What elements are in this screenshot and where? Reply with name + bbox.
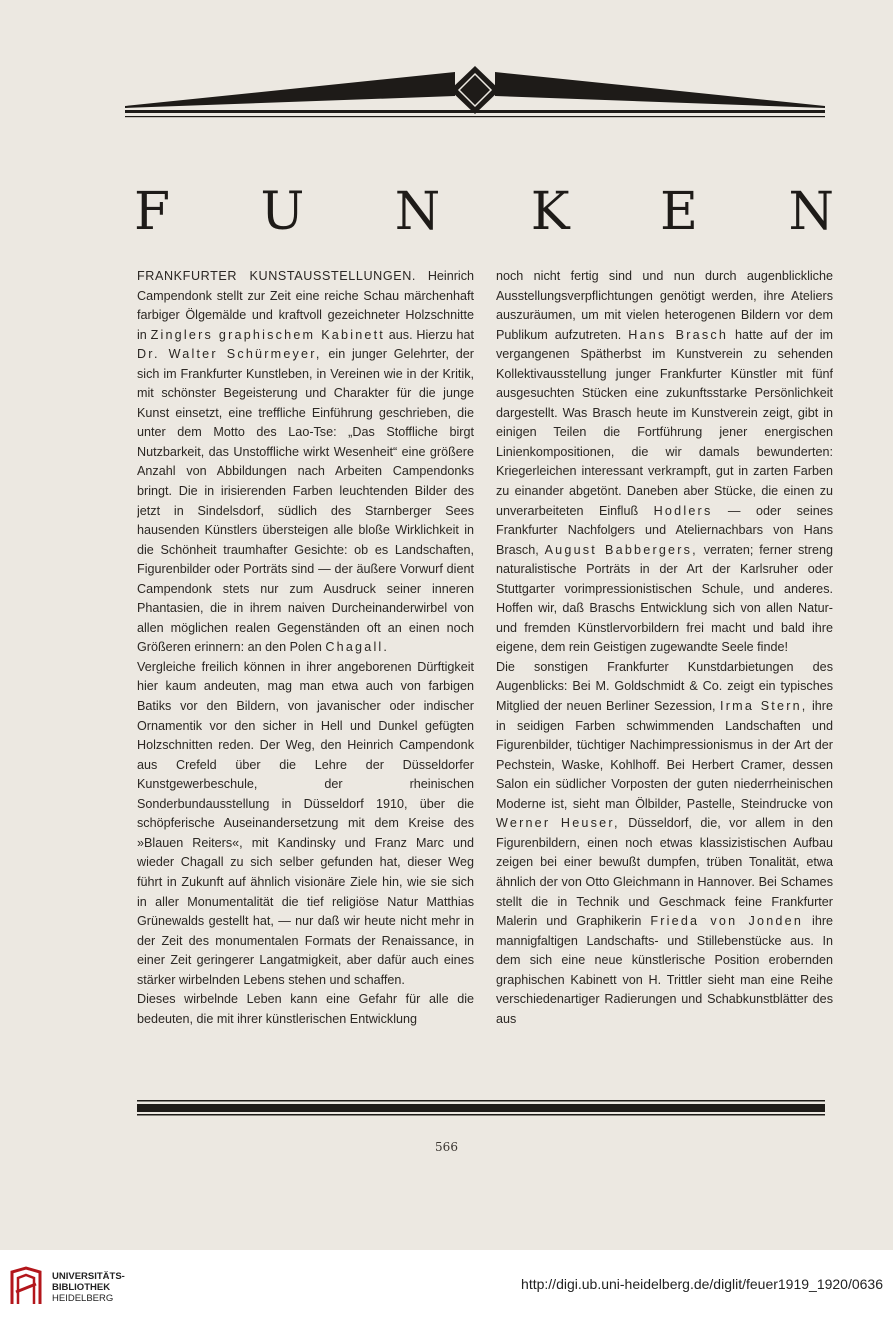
bottom-rule <box>137 1100 825 1116</box>
text-run: noch nicht fertig sind und nun durch augenblickliche Ausstellungsverpflichtungen genötigt werden, ihre Ateliers auszuräumen, um mit vielen heterogenen Bildern vor dem Publikum aufzutreten. <box>496 269 833 342</box>
text-run: Die sonstigen Frankfurter Kunstdarbietungen des Augenblicks: Bei M. Goldschmidt & Co. zeigt ein typisches Mitglied der neuen Berliner Sezession, <box>496 659 833 714</box>
paragraph <box>496 658 833 1029</box>
spaced-name: Dr. Walter Schürmeyer, <box>137 347 322 362</box>
heading-letter: N <box>394 182 441 242</box>
spaced-name: Chagall. <box>325 640 390 655</box>
institution-line: UNIVERSITÄTS- <box>52 1271 125 1282</box>
source-url-link[interactable]: http://digi.ub.uni-heidelberg.de/diglit/feuer1919_1920/0636 <box>521 1276 883 1292</box>
spaced-name: Zinglers graphischem Kabinett <box>150 327 386 342</box>
text-run: verraten; ferner streng naturalistische Porträts in der Art der Karlsruher oder Stuttgarter vorimpressionistischen Schule, und anderes. Hoffen wir, daß Braschs Entwicklung sich von allen Natur- und fremden Künstlervorbildern frei macht und bald ihre eigene, dem rein Geistigen zugewandte Seele finde! <box>496 542 833 655</box>
institution-line: HEIDELBERG <box>52 1293 114 1304</box>
article-run-head: FRANKFURTER KUNSTAUSSTELLUNGEN. <box>137 269 417 283</box>
ornament-rule-thin <box>125 116 825 117</box>
page-number: 566 <box>435 1140 458 1154</box>
text-run: Düsseldorf, die, vor allem in den Figurenbildern, einen noch etwas klassizistischen Aufbau zeigen bei einer bewußt dumpfen, trüben Tonalität, etwa ähnlich der von Otto Gleichmann in Hannover. Bei Schames stellt die in Technik und Geschmack feine Frankfurter Malerin und Graphikerin <box>496 816 833 929</box>
text-run: ihre in seidigen Farben schwimmenden Landschaften und Figurenbilder, tüchtiger Nachimpressionismus in der Art der Pechstein, Waske, Kohlhoff. Bei Herbert Cramer, dessen Salon ein südlicher Vorposten der guten niederrheinischen Moderne ist, sieht man Ölbilder, Pastelle, Steindrucke von <box>496 699 833 811</box>
ornament-right-wedge <box>495 72 825 108</box>
spaced-name: Hans Brasch <box>628 327 729 342</box>
heading-letter: E <box>660 182 698 242</box>
text-run: ein junger Gelehrter, der sich im Frankfurter Kunstleben, in Vereinen wie in der Kritik, mit schönster Begeisterung und Charakter für die junge Kunst einsetzt, eine treffliche Einführung geschrieben, die unter dem Motto des Lao-Tse: „Das Stoffliche birgt Nutzbarkeit, das Unstoffliche wirkt Wesenheit“ eine größere Anzahl von Abbildungen nach Arbeiten Campendonks bringt. Die in irisierenden Farben leuchtenden Bilder des jetzt in Sindelsdorf, südlich des Starnberger Sees hausenden Künstlers übersteigen alle bloße Wirklichkeit in die Schönheit traumhafter Gesichte: ob es Landschaften, Figurenbilder oder Porträts sind — der äußere Vorwurf dient Campendonk stets nur zum Ausdruck seiner inneren Phantasien, die in ihrem naiven Durcheinanderwirbel von allen möglichen realen Gegenständen oft an einen noch Größeren erinnern: an den Polen <box>137 347 474 655</box>
heading-letter: K <box>530 182 570 242</box>
paragraph <box>137 267 474 658</box>
spaced-name: Hodlers <box>653 503 713 518</box>
paragraph: Vergleiche freilich können in ihrer angeborenen Dürftigkeit hier kaum andeuten, mag man etwa auch von farbigen Batiks vor den Bildern, von javanischer oder indischer Ornamentik vor den sicher in Hell und Dunkel gefügten Holzschnitten reden. Der Weg, den Heinrich Campendonk aus Crefeld über die Lehre der Düsseldorfer Kunstgewerbeschule, der rheinischen Sonderbundausstellung in Düsseldorf 1910, über die schöpferische Auseinandersetzung mit dem Kreise des »Blauen Reiters«, mit Kandinsky und Franz Marc und wieder Chagall zu sich selber gefunden hat, dieser Weg führt in Zukunft auf ähnlich visionäre Ziele hin, wie sie sich in aller Monumentalität die tief religiöse Natur Matthias Grünewalds gestellt hat, — nur daß wir heute nicht mehr in der Zeit des monumentalen Formats der Renaissance, in einer Zeit geringerer Langatmigkeit, aber dafür auch eines stärker wirbelnden Lebens stehen und schaffen. <box>137 659 474 987</box>
institution-line: BIBLIOTHEK <box>52 1282 111 1293</box>
spaced-name: Irma Stern, <box>720 699 808 714</box>
institution-name <box>52 1271 125 1304</box>
header-ornament <box>125 64 825 126</box>
spaced-name: Werner Heuser, <box>496 816 620 831</box>
text-run: — oder seines Frankfurter Nachfolgers und Ateliernachbars von Hans Brasch, <box>496 503 833 557</box>
text-run: Heinrich Campendonk stellt zur Zeit eine reiche Schau märchenhaft farbiger Ölgemälde und kraftvoll gezeichneter Holzschnitte in <box>137 269 474 342</box>
heading-letter: N <box>788 182 834 242</box>
text-run: hatte auf der im vergangenen Spätherbst im Kunstverein zu sehenden Kollektivausstellung junger Frankfurter Künstler mit fünf ausgesuchten Stücken eine zukunftsstarke Persönlichkeit dargestellt. Was Brasch heute im Kunstverein zeigt, gibt in einigen Teilen die Fortführung jener energischen Linienkompositionen, die wir damals bewunderten: Kriegerleichen interessant verkrampft, gut in zarten Farben zu einander abgetönt. Daneben aber Stücke, die einen zu unverarbeiteten Einfluß <box>496 327 833 518</box>
heading-letter: F <box>134 182 171 242</box>
paragraph: Dieses wirbelnde Leben kann eine Gefahr für alle die bedeuten, die mit ihrer künstlerischen Entwicklung <box>137 992 474 1026</box>
ornament-rule-thick <box>125 110 825 113</box>
left-column <box>137 267 474 1097</box>
digitization-footer <box>0 1250 893 1322</box>
heading-letter: U <box>260 182 305 242</box>
text-run: aus. Hierzu hat <box>388 327 474 342</box>
paragraph <box>496 267 833 658</box>
ornament-left-wedge <box>125 72 455 108</box>
text-run: ihre mannigfaltigen Landschafts- und Stillebenstücke aus. In dem sich eine neue künstlerische Position erobernden graphischen Kabinett von H. Trittler sieht man eine Reihe verschiedenartiger Radierungen und Schabkunstblätter des aus <box>496 914 833 1026</box>
spaced-name: August Babbergers, <box>544 542 698 557</box>
spaced-name: Frieda von Jonden <box>650 914 804 929</box>
section-heading <box>134 184 834 240</box>
library-logo-icon <box>8 1266 44 1306</box>
right-column <box>496 267 833 1097</box>
